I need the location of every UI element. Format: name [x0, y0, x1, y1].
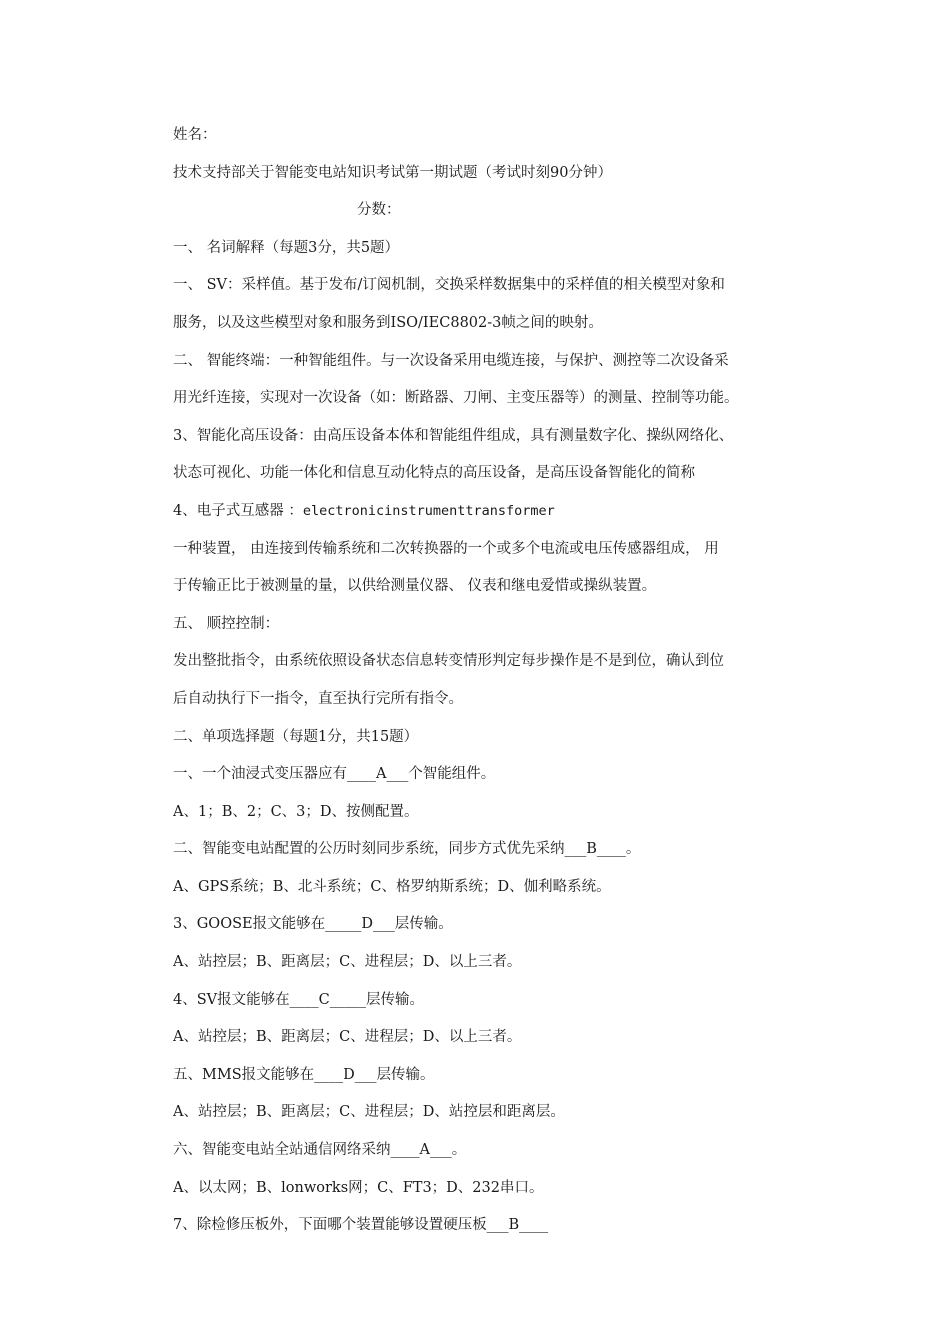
item4-label: 4、电子式互感器 ： — [173, 502, 303, 519]
exam-content — [173, 117, 823, 1245]
question-line: 7、除检修压板外，下面哪个装置能够设置硬压板___B____ — [173, 1217, 549, 1234]
name-label: 姓名： — [173, 127, 217, 143]
definition-line: 服务，以及这些模型对象和服务到ISO/IEC8802-3帧之间的映射。 — [173, 314, 603, 331]
section-heading-definitions: 一、 名词解释（每题3分，共5题） — [173, 239, 400, 256]
options-line: A、1；B、2；C、3；D、按侧配置。 — [173, 803, 419, 820]
question-line: 一、一个油浸式变压器应有____A___个智能组件。 — [173, 766, 496, 783]
item4-term: electronicinstrumenttransformer — [302, 502, 555, 519]
options-line: A、站控层；B、距离层；C、进程层；D、站控层和距离层。 — [173, 1104, 565, 1121]
definition-line: 五、 顺控控制： — [173, 615, 280, 632]
definition-line: 二、 智能终端：一种智能组件。与一次设备采用电缆连接，与保护、测控等二次设备采 — [173, 352, 729, 369]
definition-line: 后自动执行下一指令，直至执行完所有指令。 — [173, 690, 463, 707]
question-line: 4、SV报文能够在____C_____层传输。 — [173, 991, 424, 1008]
question-line: 五、MMS报文能够在____D___层传输。 — [173, 1066, 435, 1083]
exam-title: 技术支持部关于智能变电站知识考试第一期试题（考试时刻90分钟） — [173, 164, 612, 181]
question-line: 3、GOOSE报文能够在_____D___层传输。 — [173, 916, 453, 933]
definition-line: 用光纤连接，实现对一次设备（如：断路器、刀闸、主变压器等）的测量、控制等功能。 — [173, 390, 739, 407]
options-line: A、站控层；B、距离层；C、进程层；D、以上三者。 — [173, 1029, 522, 1046]
definition-line: 3、智能化高压设备：由高压设备本体和智能组件组成，具有测量数字化、操纵网络化、 — [173, 427, 734, 444]
definition-line: 状态可视化、功能一体化和信息互动化特点的高压设备，是高压设备智能化的简称 — [173, 465, 695, 482]
options-line: A、以太网；B、lonworks网；C、FT3；D、232串口。 — [173, 1179, 544, 1196]
definition-line: 发出整批指令，由系统依照设备状态信息转变情形判定每步操作是不是到位，确认到位 — [173, 653, 724, 670]
options-line: A、站控层；B、距离层；C、进程层；D、以上三者。 — [173, 954, 522, 971]
definition-line: 一、 SV：采样值。基于发布/订阅机制，交换采样数据集中的采样值的相关模型对象和 — [173, 277, 725, 294]
section-heading-choice: 二、单项选择题（每题1分，共15题） — [173, 728, 419, 745]
definition-line-item4 — [173, 493, 823, 531]
question-line: 二、智能变电站配置的公历时刻同步系统，同步方式优先采纳___B____。 — [173, 841, 641, 858]
question-line: 六、智能变电站全站通信网络采纳____A___。 — [173, 1142, 467, 1159]
options-line: A、GPS系统；B、北斗系统；C、格罗纳斯系统；D、伽利略系统。 — [173, 878, 611, 895]
score-label: 分数： — [357, 202, 401, 219]
definition-line: 一种装置， 由连接到传输系统和二次转换器的一个或多个电流或电压传感器组成， 用 — [173, 540, 719, 557]
definition-line: 于传输正比于被测量的量，以供给测量仪器、 仪表和继电爱惜或操纵装置。 — [173, 578, 657, 595]
